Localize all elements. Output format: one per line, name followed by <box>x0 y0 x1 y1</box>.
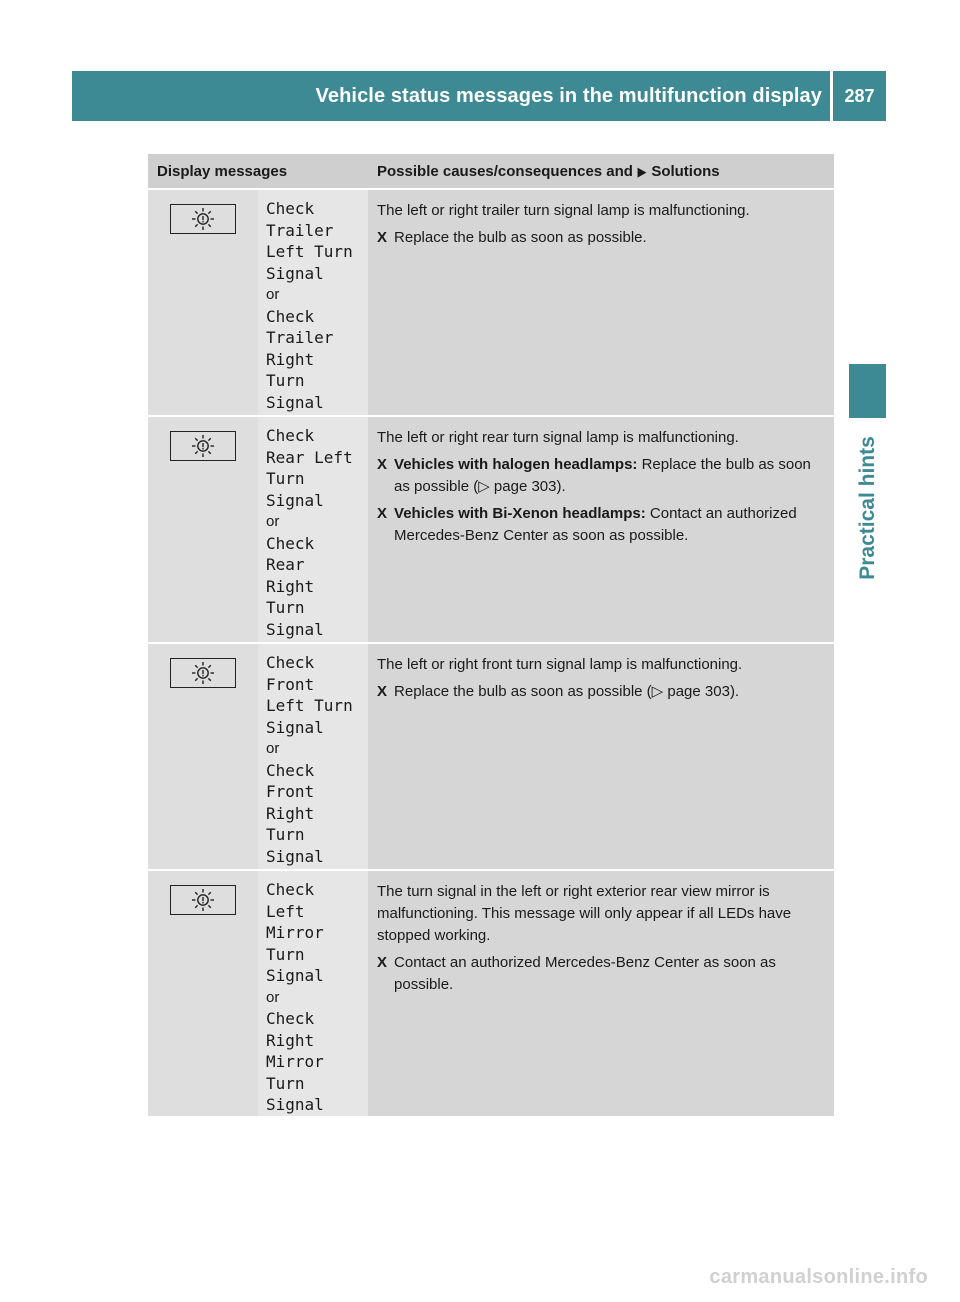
table-header-row <box>148 154 834 189</box>
display-message-cell <box>258 870 368 1116</box>
icon-cell <box>148 870 258 1116</box>
step-text: Contact an authorized Mercedes-Benz Center as soon as possible. <box>394 954 776 993</box>
cause-text: The left or right rear turn signal lamp is malfunctioning. <box>377 429 739 446</box>
bulb-warning-icon <box>170 204 236 234</box>
display-message-line: Signal <box>266 966 324 985</box>
display-message-line: Check <box>266 533 315 553</box>
col-header-solutions-suffix: Solutions <box>651 162 720 180</box>
bulb-warning-icon <box>170 885 236 915</box>
display-message-line: Turn <box>266 371 305 390</box>
col-header-display: Display messages <box>148 154 368 189</box>
side-tab <box>849 420 886 596</box>
display-message-line: Trailer <box>266 220 334 240</box>
display-message-line: Check <box>266 306 315 326</box>
solution-step <box>377 227 828 249</box>
display-message-line: Check <box>266 426 315 445</box>
table-row <box>148 189 834 416</box>
display-message-line: Right <box>266 349 315 369</box>
display-message-line: Check <box>266 760 315 780</box>
messages-table <box>148 154 834 1116</box>
solution-step <box>377 454 828 498</box>
step-text: Contact an authorized Mercedes-Benz Center as soon as possible. <box>394 505 797 544</box>
display-message-line: Signal <box>266 1095 324 1114</box>
display-message-line: Check <box>266 880 315 899</box>
display-message-line: Turn <box>266 469 305 488</box>
table-row <box>148 643 834 870</box>
display-message-line: Right <box>266 576 315 596</box>
display-message-line: Turn <box>266 1073 305 1093</box>
display-message-line: Signal <box>266 490 324 510</box>
cause-text: The left or right trailer turn signal lamp is malfunctioning. <box>377 202 750 219</box>
display-message-line: Right <box>266 1030 315 1050</box>
side-tab-marker <box>849 364 886 418</box>
or-separator: or <box>266 988 280 1006</box>
display-message-line: Front <box>266 782 315 801</box>
page-title: Vehicle status messages in the multifunction display <box>315 85 822 107</box>
display-message-line: Left <box>266 901 305 921</box>
display-message-line: Signal <box>266 846 324 866</box>
display-message-line: Check <box>266 199 315 218</box>
or-separator: or <box>266 286 280 303</box>
display-message-line: Signal <box>266 263 324 283</box>
table-row <box>148 416 834 643</box>
bulb-warning-icon <box>170 431 236 461</box>
or-separator: or <box>266 513 280 530</box>
icon-cell <box>148 416 258 643</box>
page-number: 287 <box>844 86 875 106</box>
display-message-line: Front <box>266 674 315 694</box>
cause-text: The left or right front turn signal lamp is malfunctioning. <box>377 656 743 673</box>
icon-cell <box>148 643 258 870</box>
bulb-warning-icon <box>170 658 236 688</box>
display-message-line: Signal <box>266 717 324 737</box>
display-message-line: Check <box>266 653 315 672</box>
display-message-line: Rear Left <box>266 447 353 467</box>
cause-text: The turn signal in the left or right exterior rear view mirror is malfunctioning. This message will only appear if all LEDs have stopped working. <box>377 883 792 944</box>
step-text: Replace the bulb as soon as possible (▷ page 303). <box>394 456 811 495</box>
display-message-line: Trailer <box>266 328 334 347</box>
display-message-line: Left Turn <box>266 696 353 715</box>
display-message-cell <box>258 416 368 643</box>
step-marker-icon: X <box>377 456 388 473</box>
icon-cell <box>148 189 258 416</box>
display-message-line: Check <box>266 1009 315 1028</box>
table-row <box>148 870 834 1116</box>
display-message-line: Mirror <box>266 1052 324 1071</box>
solution-step <box>377 681 828 703</box>
solution-cell <box>368 416 834 643</box>
display-message-line: Left Turn <box>266 242 353 261</box>
col-header-solutions <box>368 154 834 189</box>
display-message-cell <box>258 189 368 416</box>
solution-cell <box>368 870 834 1116</box>
step-condition: Vehicles with halogen headlamps: <box>394 456 638 473</box>
col-header-solutions-prefix: Possible causes/consequences and <box>377 162 633 180</box>
step-condition: Vehicles with Bi-Xenon headlamps: <box>394 505 646 522</box>
solution-step <box>377 503 828 547</box>
display-message-line: Turn <box>266 944 305 964</box>
display-message-cell <box>258 643 368 870</box>
display-message-line: Signal <box>266 619 324 639</box>
step-text: Replace the bulb as soon as possible. <box>394 229 647 246</box>
display-message-line: Rear <box>266 555 305 574</box>
solution-cell <box>368 189 834 416</box>
step-marker-icon: X <box>377 229 388 246</box>
side-tab-label: Practical hints <box>855 436 879 580</box>
display-message-line: Signal <box>266 392 324 412</box>
display-message-line: Mirror <box>266 923 324 942</box>
display-message-line: Turn <box>266 598 305 617</box>
step-text: Replace the bulb as soon as possible (▷ page 303). <box>394 683 740 700</box>
display-message-line: Turn <box>266 825 305 844</box>
display-message-line: Right <box>266 803 315 823</box>
watermark: carmanualsonline.info <box>709 1266 928 1288</box>
solution-step <box>377 952 828 996</box>
step-marker-icon: X <box>377 505 388 522</box>
step-marker-icon: X <box>377 954 388 971</box>
or-separator: or <box>266 740 280 757</box>
solution-cell <box>368 643 834 870</box>
step-marker-icon: X <box>377 683 388 700</box>
arrow-right-icon: ▶ <box>637 163 647 179</box>
